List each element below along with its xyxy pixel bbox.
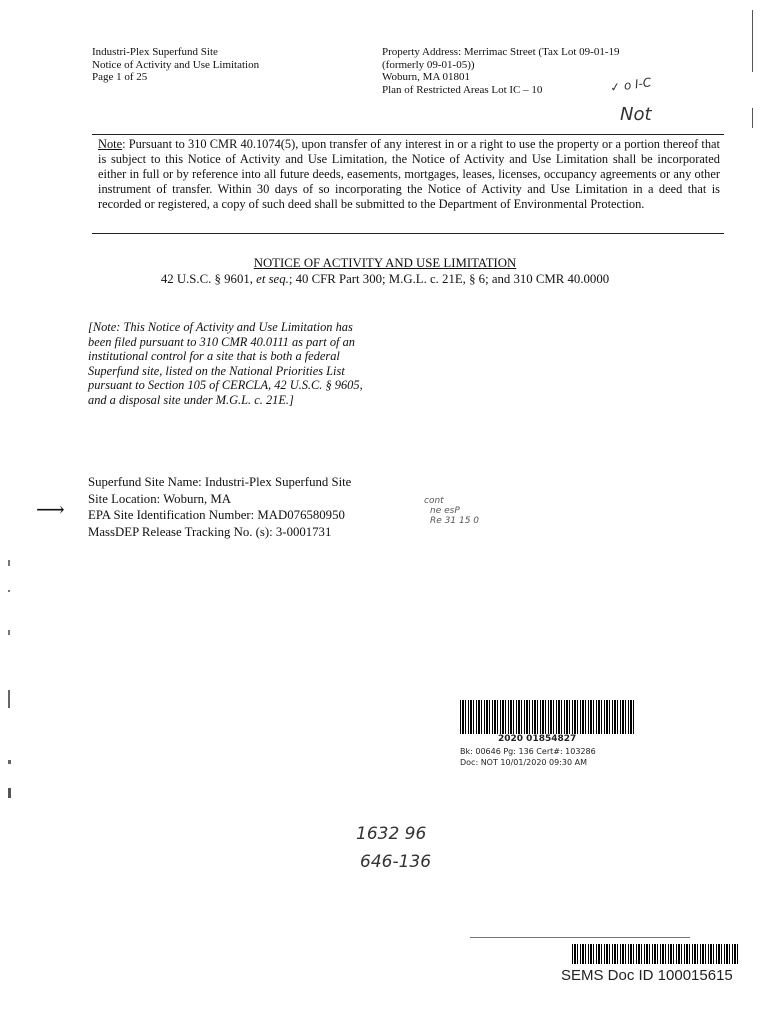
scan-line bbox=[470, 937, 690, 938]
citation-pre: 42 U.S.C. § 9601, bbox=[160, 272, 257, 286]
side-note-line: cont bbox=[424, 496, 444, 506]
epa-site-id: EPA Site Identification Number: MAD076580950 bbox=[88, 508, 345, 522]
document-title bbox=[0, 255, 770, 287]
title-main: NOTICE OF ACTIVITY AND USE LIMITATION bbox=[253, 256, 517, 270]
scan-specks bbox=[8, 560, 11, 800]
margin-mark bbox=[752, 10, 753, 72]
header-right bbox=[382, 46, 620, 96]
margin-mark bbox=[752, 108, 753, 128]
side-note-line: Re 31 15 0 bbox=[430, 516, 480, 526]
citation-post: ; 40 CFR Part 300; M.G.L. c. 21E, § 6; and 310 CMR 40.0000 bbox=[288, 272, 610, 286]
side-note-line: ne esP bbox=[430, 506, 460, 516]
title-citation bbox=[0, 271, 770, 287]
recording-number: 2020 01854827 bbox=[498, 734, 577, 744]
header-site-name: Industri-Plex Superfund Site bbox=[92, 46, 218, 58]
header-city: Woburn, MA 01801 bbox=[382, 71, 471, 83]
header-doc-type: Notice of Activity and Use Limitation bbox=[92, 58, 260, 71]
site-location: Site Location: Woburn, MA bbox=[88, 491, 232, 506]
header-left bbox=[92, 46, 259, 84]
massdep-release: MassDEP Release Tracking No. (s): 3-0001731 bbox=[88, 524, 332, 539]
sems-barcode bbox=[572, 944, 740, 964]
recording-barcode bbox=[460, 700, 636, 734]
recording-book-page: Bk: 00646 Pg: 136 Cert#: 103286 bbox=[460, 747, 596, 756]
sems-doc-id: SEMS Doc ID 100015615 bbox=[561, 967, 733, 984]
note-text: : Pursuant to 310 CMR 40.1074(5), upon transfer of any interest in or a right to use the property or a portion thereof that is subject to this Notice of Activity and Use Limitation, the Notice of Activity and Use Limitation shall be incorporated either in full or by reference into all future deeds, easements, mortgages, leases, licenses, occupancy agreements or any other instrument of transfer. Within 30 days of so incorporating the Notice of Activity and Use Limitation in a deed that is recorded or registered, a copy of such deed shall be submitted to the Department of Environmental Protection. bbox=[98, 137, 720, 212]
note-label: Note bbox=[98, 137, 123, 151]
recording-doc-date: Doc: NOT 10/01/2020 09:30 AM bbox=[460, 758, 588, 767]
cercla-note: [Note: This Notice of Activity and Use Limitation has been filed pursuant to 310 CMR 40.0111 as part of an institutional control for a site that is both a federal Superfund site, listed on the National Priorities List pursuant to Section 105 of CERCLA, 42 U.S.C. § 9605, and a disposal site under M.G.L. c. 21E.] bbox=[88, 320, 363, 407]
handwriting-check: ✓ o I-C bbox=[609, 75, 653, 95]
arrow-icon: ⟶ bbox=[36, 499, 65, 521]
header-property-address: Property Address: Merrimac Street (Tax Lot 09-01-19 bbox=[382, 46, 620, 58]
header-page-number: Page 1 of 25 bbox=[92, 71, 148, 83]
handwriting-number-1: 1632 96 bbox=[356, 824, 427, 844]
transfer-note-box bbox=[92, 134, 724, 234]
handwriting-not: Not bbox=[620, 104, 652, 125]
handwriting-number-2: 646-136 bbox=[360, 852, 432, 872]
header-former-lot: (formerly 09-01-05)) bbox=[382, 58, 475, 71]
citation-italic: et seq. bbox=[256, 272, 289, 286]
header-plan: Plan of Restricted Areas Lot IC – 10 bbox=[382, 83, 543, 96]
handwriting-side-note bbox=[424, 496, 479, 526]
site-info bbox=[88, 474, 351, 540]
site-name: Superfund Site Name: Industri-Plex Superfund Site bbox=[88, 475, 352, 489]
